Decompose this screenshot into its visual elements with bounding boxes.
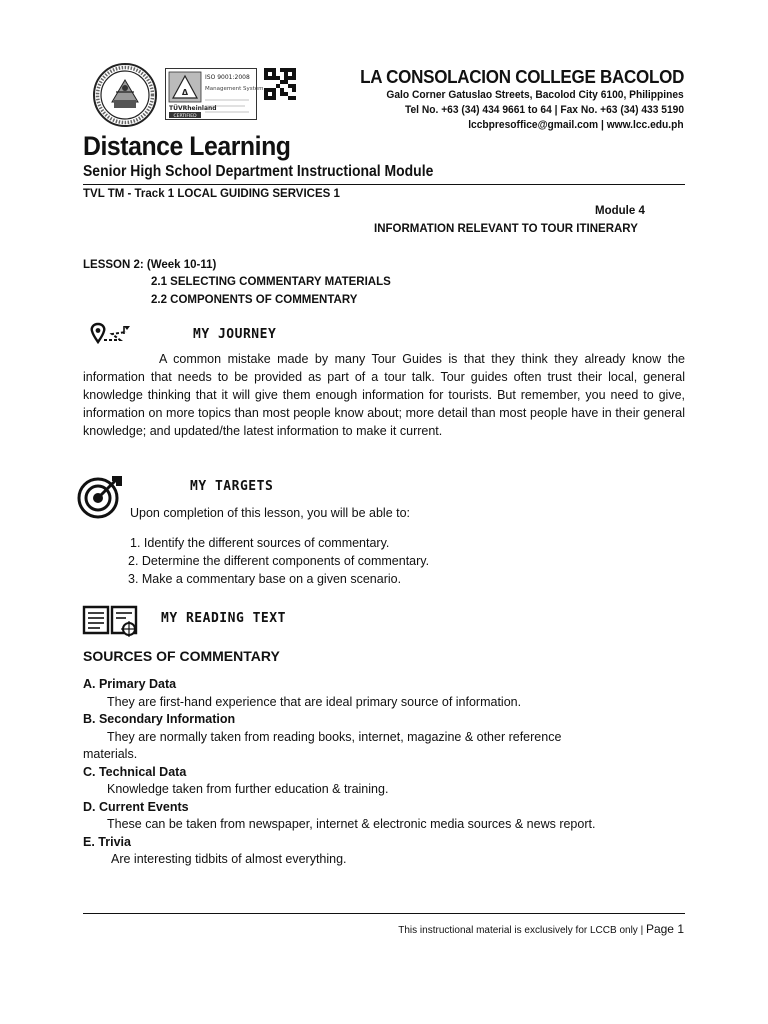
source-title: D. Current Events [83,799,189,814]
footer-divider [83,913,685,914]
section-heading-reading: MY READING TEXT [161,611,286,626]
header-divider [83,184,685,185]
journey-paragraph: A common mistake made by many Tour Guides is that they think they already know the information that needs to be provided as part of a tour talk. Tour guides often trust their local, general knowledge thinking that it will give them enough information for tourists. But remember, you need to give, information on more topics than most people know about; more detail than most people have in their general knowledge; and updated/the latest information to make it current. [83,352,685,438]
college-email-web: lccbpresoffice@gmail.com | www.lcc.edu.ph [468,119,684,131]
section-heading-journey: MY JOURNEY [193,327,277,342]
page-number: Page 1 [645,922,684,936]
page-title: Distance Learning [83,131,291,161]
source-title: E. Trivia [83,834,131,849]
source-title: B. Secondary Information [83,712,236,726]
targets-intro: Upon completion of this lesson, you will be able to: [130,506,411,520]
college-name: LA CONSOLACION COLLEGE BACOLOD [360,66,684,87]
cert-iso: ISO 9001:2008 [205,74,250,81]
lesson-topic: 2.2 COMPONENTS OF COMMENTARY [151,294,358,306]
source-description-cont: materials. [83,747,138,761]
college-address: Galo Corner Gatuslao Streets, Bacolod City 6100, Philippines [386,89,684,101]
source-title: A. Primary Data [83,677,177,691]
section-heading-targets: MY TARGETS [190,479,274,494]
list-item: 3. Make a commentary base on a given scenario. [128,572,402,586]
svg-text:Δ: Δ [181,88,189,97]
source-description: They are normally taken from reading books, internet, magazine & other reference [107,729,562,744]
page-subtitle: Senior High School Department Instructional Module [83,163,434,180]
sources-title: SOURCES OF COMMENTARY [83,648,280,664]
target-icon [76,473,126,519]
source-description: Knowledge taken from further education & training. [107,782,389,796]
lesson-label: LESSON 2: (Week 10-11) [83,259,217,271]
module-number: Module 4 [595,205,645,217]
targets-list [128,534,429,588]
lesson-topic: 2.1 SELECTING COMMENTARY MATERIALS [151,276,391,288]
header-logos [92,62,302,128]
source-description: These can be taken from newspaper, internet & electronic media sources & news report. [107,817,596,831]
course-title: TVL TM - Track 1 LOCAL GUIDING SERVICES 1 [83,188,340,200]
college-phone: Tel No. +63 (34) 434 9661 to 64 | Fax No. +63 (34) 433 5190 [404,104,684,116]
footer [398,922,684,936]
cert-brand: TÜVRheinland [169,105,217,112]
source-description: They are first-hand experience that are ideal primary source of information. [107,694,522,709]
cert-sub: Management System [205,86,264,92]
source-description: Are interesting tidbits of almost everything. [111,852,347,866]
qr-code-icon [264,68,296,100]
module-title: INFORMATION RELEVANT TO TOUR ITINERARY [374,223,638,235]
list-item: 2. Determine the different components of commentary. [128,554,430,568]
college-seal-icon [92,62,158,128]
map-route-icon [90,322,134,348]
list-item: 1. Identify the different sources of commentary. [130,536,390,550]
book-magnifier-icon [82,604,142,638]
cert-badge: CERTIFIED [173,114,197,119]
source-title: C. Technical Data [83,764,187,779]
footer-note: This instructional material is exclusively for LCCB only | [398,925,644,936]
iso-certification-badge [165,68,264,120]
sources-list [83,676,685,869]
